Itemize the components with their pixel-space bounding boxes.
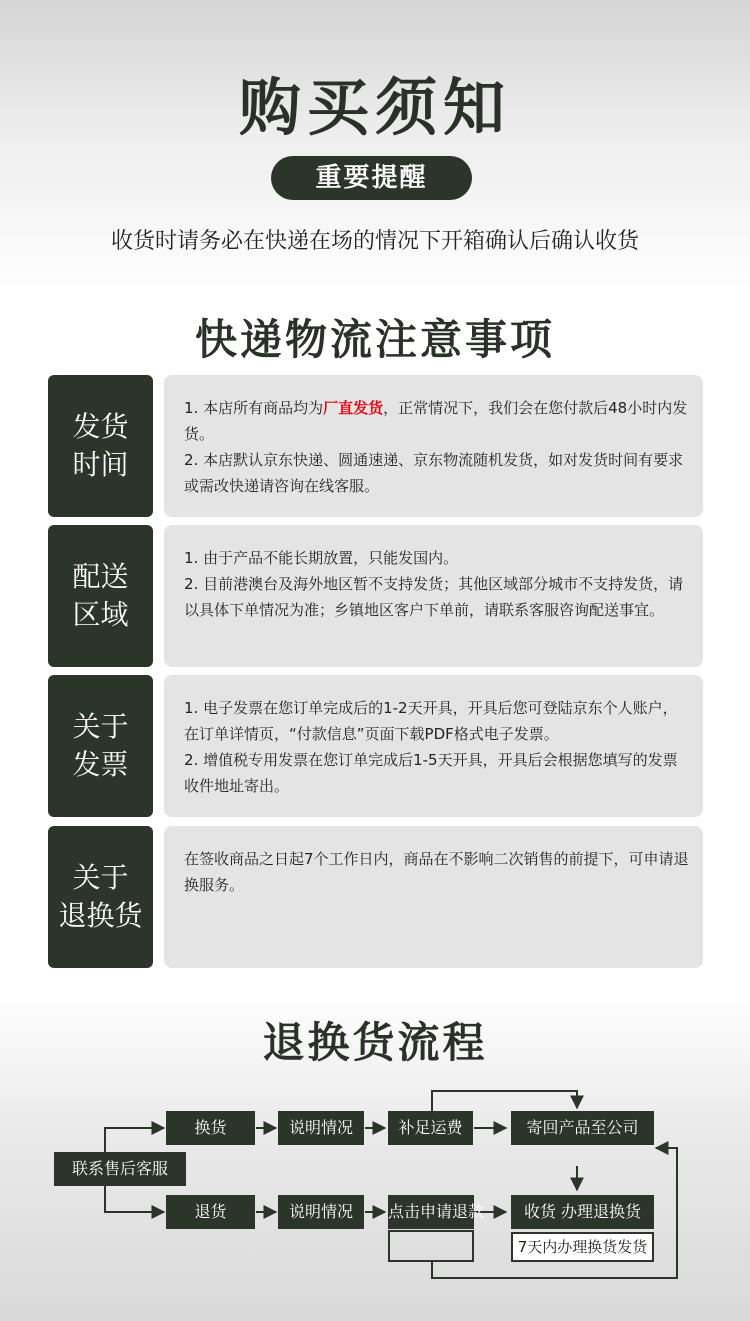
send-back-step: 寄回产品至公司 <box>511 1111 654 1145</box>
receipt-notice: 收货时请务必在快递在场的情况下开箱确认后确认收货 <box>110 229 639 254</box>
flow-section-title: 退换货流程 <box>262 1018 488 1067</box>
delivery-area-label: 配送 区域 <box>48 525 153 667</box>
seven-day-note: 7天内办理换货发货 <box>511 1232 654 1262</box>
invoice-label: 关于 发票 <box>48 675 153 817</box>
factory-direct-highlight: 厂直发货 <box>323 399 384 417</box>
invoice-content: 1. 电子发票在您订单完成后的1-2天开具，开具后您可登陆京东个人账户，在订单详情页，“付款信息”页面下载PDF格式电子发票。 2. 增值税专用发票在您订单完成后1-5天开具，开具后会根据您填写的发票收件地址寄出。 <box>164 675 703 817</box>
important-reminder-badge: 重要提醒 <box>271 156 472 200</box>
apply-refund-step: 点击申请退款 <box>388 1195 474 1229</box>
explain-step-exchange: 说明情况 <box>278 1111 364 1145</box>
delivery-area-content: 1. 由于产品不能长期放置，只能发国内。 2. 目前港澳台及海外地区暂不支持发货；其他区域部分城市不支持发货，请以具体下单情况为准；乡镇地区客户下单前，请联系客服咨询配送事宜。 <box>164 525 703 667</box>
explain-step-return: 说明情况 <box>278 1195 364 1229</box>
returns-content: 在签收商品之日起7个工作日内，商品在不影响二次销售的前提下，可申请退换服务。 <box>164 826 703 968</box>
page-title: 购买须知 <box>238 71 511 144</box>
shipping-time-content: 1. 本店所有商品均为厂直发货，正常情况下，我们会在您付款后48小时内发货。 2. 本店默认京东快递、圆通速递、京东物流随机发货，如对发货时间有要求或需改快递请咨询在线客服。 <box>164 375 703 517</box>
shipping-fee-step: 补足运费 <box>388 1111 473 1145</box>
logistics-section-title: 快递物流注意事项 <box>194 315 555 364</box>
shipping-time-label: 发货 时间 <box>48 375 153 517</box>
receive-step: 收货 办理退换货 <box>511 1195 654 1229</box>
return-step: 退货 <box>166 1195 255 1229</box>
returns-label: 关于 退换货 <box>48 826 153 968</box>
contact-support-step: 联系售后客服 <box>54 1152 186 1186</box>
exchange-step: 换货 <box>166 1111 255 1145</box>
